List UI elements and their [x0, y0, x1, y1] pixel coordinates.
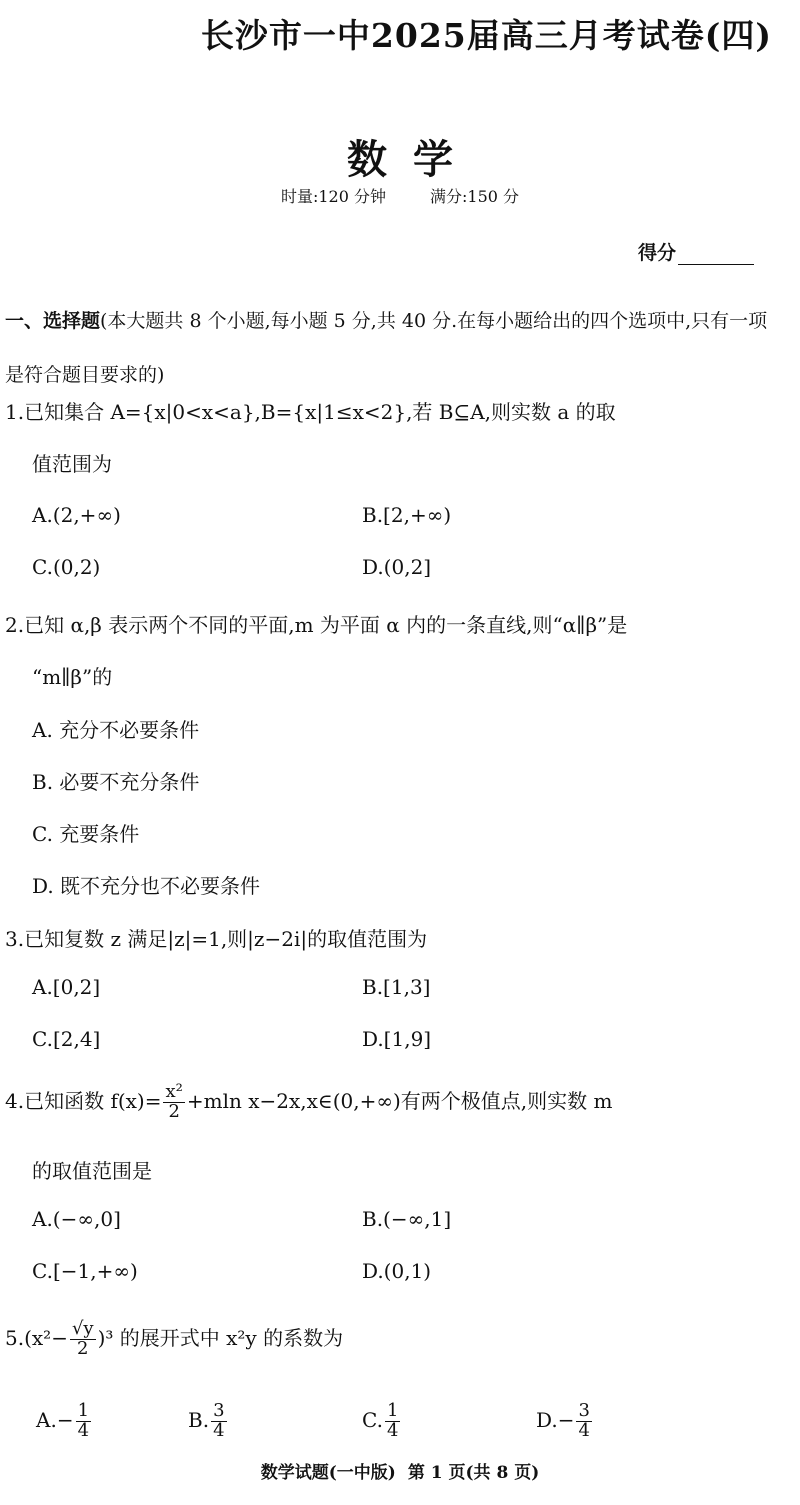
footer-page-number: 第 1 页(共 8 页): [407, 1463, 540, 1483]
option-label: B.: [188, 1407, 210, 1432]
question-5-option-b: [188, 1402, 229, 1441]
page-footer: [0, 1458, 800, 1483]
question-5-suffix: 的展开式中 x²y 的系数为: [113, 1325, 344, 1350]
question-5-fraction: [70, 1320, 96, 1359]
question-1-option-d: D.(0,2]: [362, 555, 432, 579]
section-heading: [5, 294, 785, 402]
question-5-frac-den: 2: [77, 1337, 89, 1359]
option-frac-num: 3: [213, 1400, 225, 1421]
option-frac-num: 1: [77, 1400, 90, 1421]
question-1-stem: 1.已知集合 A={x|0<x<a},B={x|1≤x<2},若 B⊆A,则实数 a 的取: [5, 400, 616, 424]
option-sign: −: [56, 1407, 74, 1432]
exam-title: 长沙市一中2025届高三月考试卷(四): [200, 16, 772, 55]
option-fraction: [76, 1402, 91, 1441]
section-instructions: (本大题共 8 个小题,每小题 5 分,共 40 分.在每小题给出的四个选项中,只有一项是符合题目要求的): [5, 310, 768, 386]
option-frac-num: 3: [578, 1400, 590, 1421]
subject-title: 数学: [347, 136, 479, 183]
question-1-option-c: C.(0,2): [32, 555, 101, 579]
option-label: D.: [536, 1407, 558, 1432]
question-2-option-c: C. 充要条件: [32, 822, 140, 846]
option-frac-den: 4: [578, 1419, 590, 1441]
option-frac-den: 4: [386, 1419, 399, 1441]
option-fraction: [385, 1402, 400, 1441]
question-3-option-d: D.[1,9]: [362, 1027, 432, 1051]
footer-doc-name: 数学试题(一中版): [260, 1463, 396, 1483]
option-label: A.: [36, 1407, 57, 1432]
question-5-stem: [5, 1320, 343, 1359]
question-3-stem: 3.已知复数 z 满足|z|=1,则|z−2i|的取值范围为: [5, 927, 428, 951]
score-field: [638, 238, 754, 265]
question-2-stem-cont: “m∥β”的: [32, 665, 113, 689]
question-4-suffix: +mln x−2x,x∈(0,+∞)有两个极值点,则实数 m: [186, 1088, 613, 1113]
question-1-stem-cont: 值范围为: [32, 452, 112, 476]
section-title: 一、选择题: [5, 310, 101, 332]
option-frac-den: 4: [77, 1419, 90, 1441]
question-1-option-a: A.(2,+∞): [32, 503, 121, 527]
question-5-option-d: [536, 1402, 594, 1441]
question-4-option-b: B.(−∞,1]: [362, 1207, 452, 1231]
question-4-option-a: A.(−∞,0]: [32, 1207, 121, 1231]
question-3-option-a: A.[0,2]: [32, 975, 101, 999]
option-sign: −: [557, 1407, 575, 1432]
exam-time: 时量:120 分钟: [280, 187, 386, 206]
question-4-frac-num: x²: [165, 1081, 183, 1102]
question-2-stem: 2.已知 α,β 表示两个不同的平面,m 为平面 α 内的一条直线,则“α∥β”是: [5, 613, 628, 637]
question-3-option-b: B.[1,3]: [362, 975, 431, 999]
question-5-option-c: [362, 1402, 402, 1441]
option-label: C.: [362, 1407, 383, 1432]
question-5-expr-open: (x²−: [24, 1325, 68, 1350]
question-5-expr-close: )³: [97, 1325, 114, 1350]
option-fraction: [211, 1402, 226, 1441]
question-1-option-b: B.[2,+∞): [362, 503, 452, 527]
exam-full-score: 满分:150 分: [430, 187, 520, 206]
option-frac-num: 1: [386, 1400, 399, 1421]
exam-meta: [0, 184, 800, 207]
question-4-option-d: D.(0,1): [362, 1259, 432, 1283]
score-label: 得分: [637, 242, 676, 264]
question-4-stem: [5, 1083, 612, 1122]
question-4-fraction: [163, 1083, 184, 1122]
score-blank: [678, 246, 754, 265]
question-2-option-a: A. 充分不必要条件: [32, 718, 200, 742]
option-fraction: [576, 1402, 591, 1441]
option-frac-den: 4: [213, 1419, 225, 1441]
question-5-prefix: 5.: [5, 1325, 25, 1350]
question-3-option-c: C.[2,4]: [32, 1027, 101, 1051]
question-2-option-b: B. 必要不充分条件: [32, 770, 200, 794]
question-4-frac-den: 2: [168, 1100, 180, 1122]
question-4-stem-cont: 的取值范围是: [32, 1159, 152, 1183]
question-5-option-a: [36, 1402, 93, 1441]
question-4-prefix: 4.已知函数 f(x)=: [5, 1088, 162, 1113]
question-4-option-c: C.[−1,+∞): [32, 1259, 138, 1283]
question-2-option-d: D. 既不充分也不必要条件: [32, 874, 261, 898]
question-5-frac-num: √y: [71, 1318, 94, 1339]
